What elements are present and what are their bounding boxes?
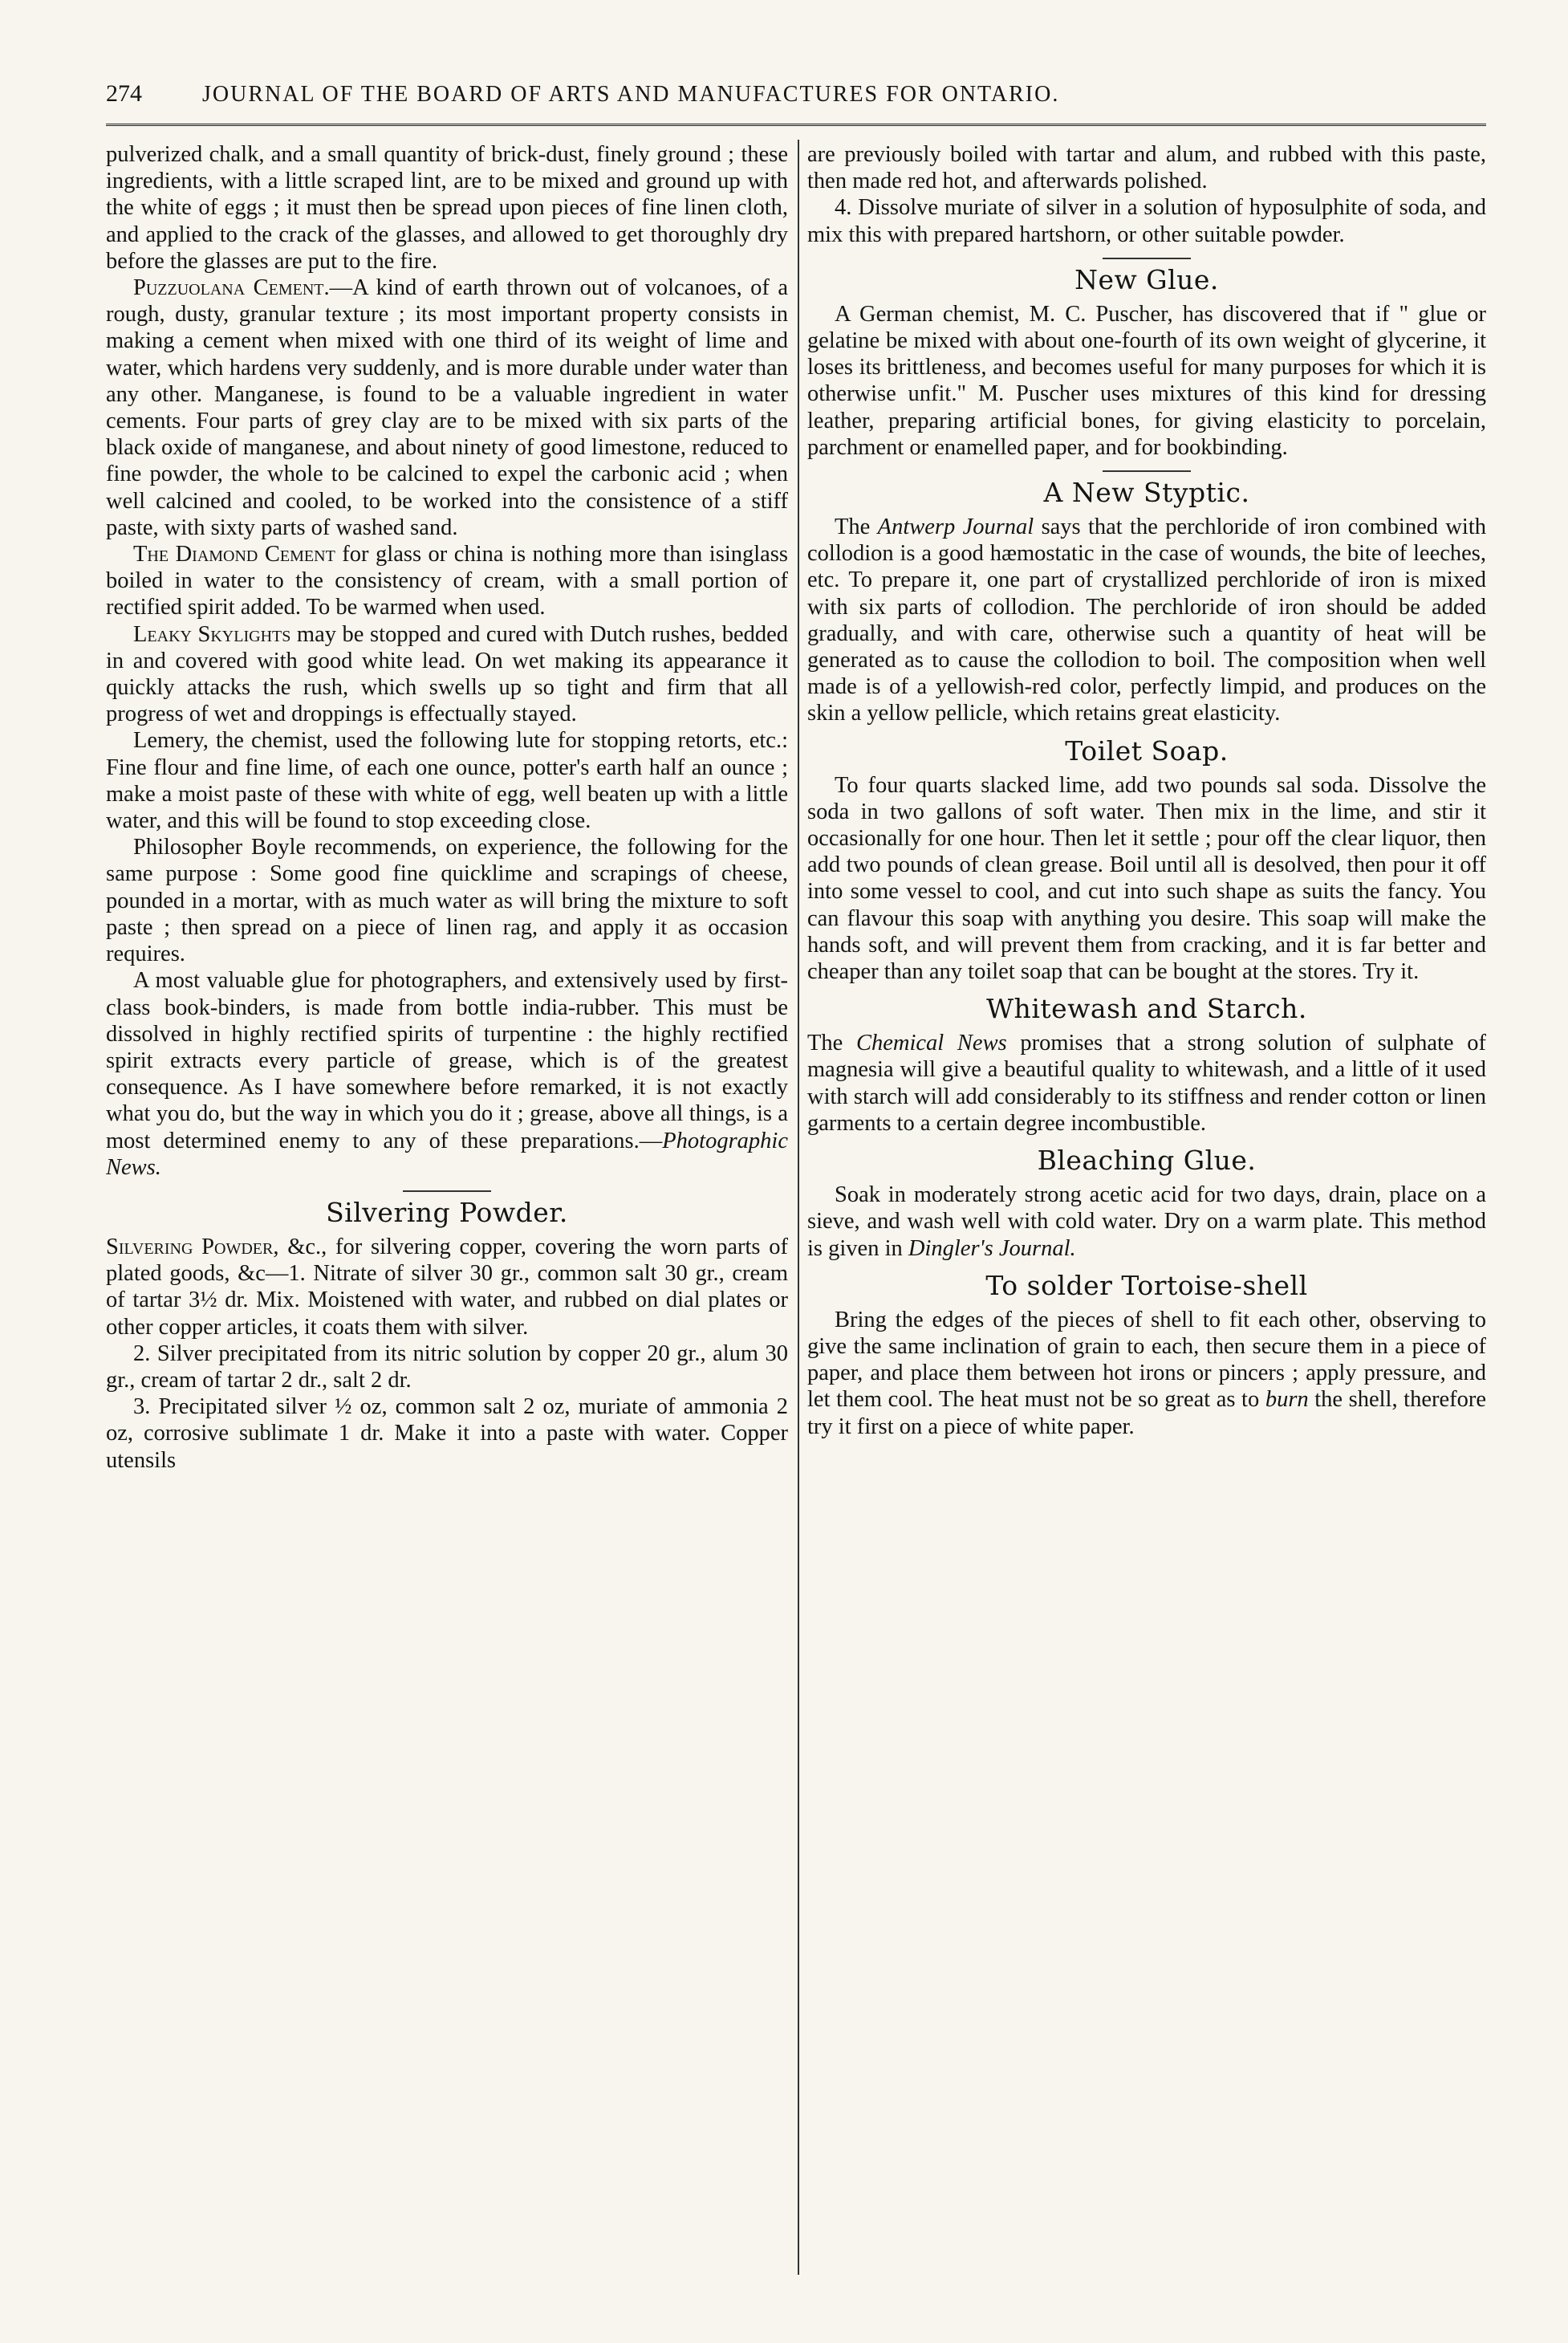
paragraph-text: Bring the edges of the pieces of shell to fit each other, observing to give the same inclination of grain to each, then secure them in a piece of paper, and place them between hot irons or pincers ; apply pressure, and let them cool. The heat must not be so great as to <box>807 1307 1486 1413</box>
source-citation: Antwerp Journal <box>877 515 1034 540</box>
paragraph: A German chemist, M. C. Puscher, has discovered that if " glue or gelatine be mixed with about one-fourth of its own weight of glycerine, it loses its brittleness, and becomes useful for many purposes for which it is otherwise unfit." M. Puscher uses mixtures of this kind for dressing leather, preparing artificial bones, for giving elasticity to porcelain, parchment or enamelled paper, and for bookbinding. <box>807 301 1486 460</box>
section-title: To solder Tortoise-shell <box>985 1269 1308 1301</box>
paragraph-text: promises that a strong solution of sulphate of magnesia will give a beautiful quality to whitewash, and a little of it used with starch will add considerably to its stiffness and render cotton or linen garments to a certain degree incombustible. <box>807 1031 1486 1136</box>
section-title: Whitewash and Starch. <box>986 993 1307 1025</box>
section-title: New Glue. <box>1074 263 1219 295</box>
paragraph <box>106 621 788 728</box>
right-column <box>807 141 1486 2268</box>
paragraph-text: &c., for silvering copper, covering the worn parts of plated goods, &c—1. Nitrate of silver 30 gr., common salt 30 gr., cream of tartar 3½ dr. Mix. Moistened with water, and rubbed on dial plates or other copper articles, it coats them with silver. <box>106 1234 788 1340</box>
column-divider <box>798 140 799 2275</box>
paragraph-text: for glass or china is nothing more than isinglass boiled in water to the consistency of cream, with a small portion of rectified spirit added. To be warmed when used. <box>106 542 788 620</box>
source-citation: Photographic News. <box>106 1128 788 1180</box>
paragraph <box>106 275 788 541</box>
run-in-heading: Leaky Skylights <box>133 621 291 647</box>
paragraph-text: Soak in moderately strong acetic acid for two days, drain, place on a sieve, and wash well with cold water. Dry on a warm plate. This method is given in <box>807 1182 1486 1261</box>
paragraph <box>106 541 788 621</box>
paragraph <box>106 1234 788 1340</box>
paragraph-text: may be stopped and cured with Dutch rushes, bedded in and covered with good white lead. On wet making its appearance it quickly attacks the rush, which swells up so tight and firm that all progress of wet and droppings is effectually stayed. <box>106 621 788 727</box>
run-in-heading: Puzzuolana Cement. <box>133 275 330 301</box>
section-title: Silvering Powder. <box>326 1196 568 1228</box>
paragraph: are previously boiled with tartar and alum, and rubbed with this paste, then made red hot, and afterwards polished. <box>807 142 1486 194</box>
paragraph: pulverized chalk, and a small quantity of brick-dust, finely ground ; these ingredients, with a little scraped lint, are to be mixed and ground up with the white of eggs ; it must then be spread upon pieces of fine linen cloth, and applied to the crack of the glasses, and allowed to get thoroughly dry before the glasses are put to the fire. <box>106 142 788 274</box>
run-in-heading: Silvering Powder, <box>106 1234 279 1259</box>
header-rule <box>106 124 1486 126</box>
paragraph: 4. Dissolve muriate of silver in a solution of hyposulphite of soda, and mix this with prepared hartshorn, or other suitable powder. <box>807 195 1486 247</box>
paragraph-text: the shell, therefore try it first on a piece of white paper. <box>807 1387 1486 1439</box>
section-title: A New Styptic. <box>1043 477 1250 509</box>
run-in-heading: The Diamond Cement <box>133 542 335 567</box>
left-column <box>106 141 788 2268</box>
section-rule <box>1103 258 1191 259</box>
section-rule <box>403 1190 491 1192</box>
section-title: Toilet Soap. <box>1065 734 1229 767</box>
section-rule <box>1103 470 1191 472</box>
source-citation: Chemical News <box>856 1031 1007 1056</box>
journal-page <box>106 77 1486 2276</box>
running-head <box>106 77 1486 112</box>
paragraph-text: —A kind of earth thrown out of volcanoes, of a rough, dusty, granular texture ; its most important property consists in making a cement when mixed with one third of its weight of lime and water, which hardens very suddenly, and is more durable under water than any other. Manganese, is found to be a valuable ingredient in water cements. Four parts of grey clay are to be mixed with six parts of the black oxide of manganese, and about ninety of good limestone, reduced to fine powder, the whole to be calcined to expel the carbonic acid ; when well calcined and cooled, to be worked into the consistence of a stiff paste, with sixty parts of washed sand. <box>106 275 788 540</box>
journal-title: JOURNAL OF THE BOARD OF ARTS AND MANUFACTURES FOR ONTARIO. <box>202 82 1060 107</box>
emphasis: burn <box>1265 1387 1309 1413</box>
paragraph-text: says that the perchloride of iron combined with collodion is a good hæmostatic in the case of wounds, the bite of leeches, etc. To prepare it, one part of crystallized perchloride of iron is mixed with six parts of collodion. The perchloride of iron should be added gradually, and with care, otherwise such a quantity of heat will be generated as to cause the collodion to boil. The composition when well made is of a yellowish-red color, perfectly limpid, and produces on the skin a yellow pellicle, which retains great elasticity. <box>807 515 1486 726</box>
paragraph <box>106 967 788 1181</box>
paragraph <box>807 1030 1486 1137</box>
paragraph-text: The <box>835 515 878 540</box>
paragraph: 2. Silver precipitated from its nitric solution by copper 20 gr., alum 30 gr., cream of tartar 2 dr., salt 2 dr. <box>106 1340 788 1393</box>
paragraph: Lemery, the chemist, used the following lute for stopping retorts, etc.: Fine flour and fine lime, of each one ounce, potter's earth half an ounce ; make a moist paste of these with white of egg, well beaten up with a little water, and this will be found to stop exceeding close. <box>106 728 788 834</box>
paragraph: Philosopher Boyle recommends, on experience, the following for the same purpose : Some good fine quicklime and scrapings of cheese, pounded in a mortar, with as much water as will bring the mixture to soft paste ; then spread on a piece of linen rag, and apply it as occasion requires. <box>106 835 788 967</box>
page-number: 274 <box>106 80 142 107</box>
paragraph: To four quarts slacked lime, add two pounds sal soda. Dissolve the soda in two gallons of soft water. Then mix in the lime, and stir it occasionally for one hour. Then let it settle ; pour off the clear liquor, then add two pounds of clean grease. Boil until all is desolved, then pour it off into some vessel to cool, and cut into such shape as suits the fancy. You can flavour this soap with anything you desire. This soap will make the hands soft, and will prevent them from cracking, and it is far better and cheaper than any toilet soap that can be bought at the stores. Try it. <box>807 772 1486 985</box>
section-title: Bleaching Glue. <box>1037 1145 1257 1177</box>
paragraph <box>807 1182 1486 1262</box>
source-citation: Dingler's Journal. <box>908 1235 1076 1261</box>
paragraph <box>807 1307 1486 1440</box>
paragraph-text: A most valuable glue for photographers, and extensively used by first-class book-binders, is made from bottle india-rubber. This must be dissolved in highly rectified spirits of turpentine : the highly rectified spirit extracts every particle of grease, which is of the greatest consequence. As I have somewhere before remarked, it is not exactly what you do, but the way in which you do it ; grease, above all things, is a most determined enemy to any of these preparations.— <box>106 968 788 1153</box>
paragraph-text: The <box>807 1031 856 1056</box>
paragraph <box>807 514 1486 727</box>
paragraph: 3. Precipitated silver ½ oz, common salt 2 oz, muriate of ammonia 2 oz, corrosive sublimate 1 dr. Make it into a paste with water. Copper utensils <box>106 1394 788 1473</box>
